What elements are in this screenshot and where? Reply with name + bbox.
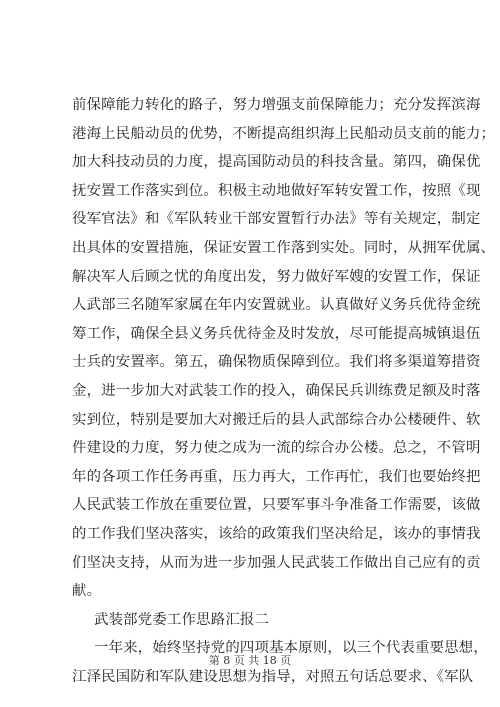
text-line: 金，进一步加大对武装工作的投入，确保民兵训练费足额及时落 xyxy=(72,382,481,399)
text-line: 实到位，特别是要加大对搬迁后的县人武部综合办公楼硬件、软 xyxy=(72,411,481,428)
text-line: 们坚决支持，从而为进一步加强人民武装工作做出自己应有的贡 xyxy=(72,554,481,571)
document-body xyxy=(72,91,496,691)
text-line: 港海上民船动员的优势，不断提高组织海上民船动员支前的能力； xyxy=(72,125,496,142)
text-line: 役军官法》和《军队转业干部安置暂行办法》等有关规定，制定 xyxy=(72,211,481,228)
text-line: 解决军人后顾之忧的角度出发，努力做好军嫂的安置工作，保证 xyxy=(72,268,481,285)
text-line: 人武部三名随军家属在年内安置就业。认真做好义务兵优待金统 xyxy=(72,297,481,314)
text-line: 前保障能力转化的路子，努力增强支前保障能力；充分发挥滨海 xyxy=(72,97,481,113)
text-line: 抚安置工作落实到位。积极主动地做好军转安置工作，按照《现 xyxy=(72,182,481,199)
text-line: 出具体的安置措施，保证安置工作落到实处。同时，从拥军优属、 xyxy=(72,239,496,256)
text-line: 的工作我们坚决落实，该给的政策我们坚决给足，该办的事情我 xyxy=(72,525,481,542)
text-line: 江泽民国防和军队建设思想为指导，对照五句话总要求、《军队 xyxy=(72,668,474,685)
section-heading: 武装部党委工作思路汇报二 xyxy=(94,611,270,628)
text-line: 一年来，始终坚持党的四项基本原则，以三个代表重要思想， xyxy=(94,640,488,657)
page-number-footer: 第 8 页 共 18 页 xyxy=(208,654,292,667)
text-line: 筹工作，确保全县义务兵优待金及时发放，尽可能提高城镇退伍 xyxy=(72,325,481,342)
text-line: 件建设的力度，努力使之成为一流的综合办公楼。总之，不管明 xyxy=(72,440,481,457)
text-line: 士兵的安置率。第五，确保物质保障到位。我们将多渠道筹措资 xyxy=(72,354,481,371)
text-line: 年的各项工作任务再重，压力再大，工作再忙，我们也要始终把 xyxy=(72,468,481,485)
text-line: 献。 xyxy=(72,583,102,600)
text-line: 人民武装工作放在重要位置，只要军事斗争准备工作需要，该做 xyxy=(72,497,481,514)
text-line: 加大科技动员的力度，提高国防动员的科技含量。第四，确保优 xyxy=(72,154,481,171)
